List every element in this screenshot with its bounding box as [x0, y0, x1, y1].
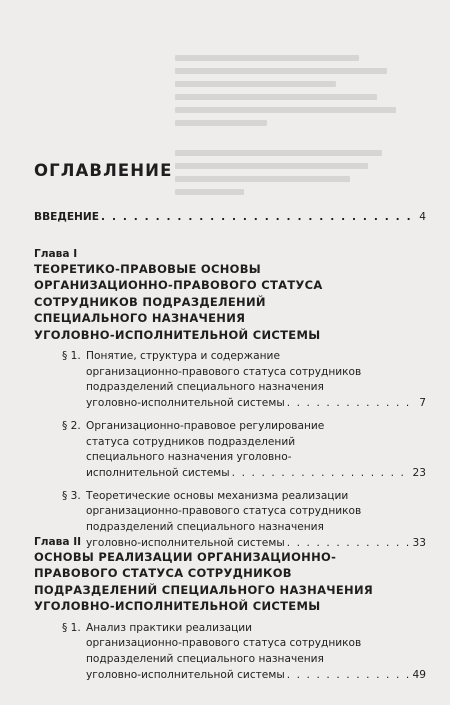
section-title-line: исполнительной системы: [86, 466, 230, 479]
section-title-line: подразделений специального назначения: [86, 521, 324, 534]
leader-dots: [287, 396, 418, 412]
section-title-line: организационно-правового статуса сотрудников: [86, 505, 362, 518]
section-title-line: статуса сотрудников подразделений: [86, 435, 296, 448]
toc-section-1-2[interactable]: [34, 419, 426, 482]
chapter-title-line: ТЕОРЕТИКО-ПРАВОВЫЕ ОСНОВЫ: [34, 262, 262, 276]
leader-dots: [101, 210, 417, 226]
chapter-title-line: УГОЛОВНО-ИСПОЛНИТЕЛЬНОЙ СИСТЕМЫ: [34, 599, 321, 614]
section-title-line: Теоретические основы механизма реализации: [86, 489, 349, 502]
toc-entry-introduction[interactable]: [34, 210, 426, 226]
toc-chapter-2: [34, 535, 426, 683]
leader-dots: [232, 466, 411, 482]
section-number: § 2.: [62, 419, 81, 432]
section-number: § 1.: [62, 350, 81, 363]
toc-section-2-1[interactable]: [34, 621, 426, 684]
page-number: 23: [412, 466, 426, 479]
entry-label: ВВЕДЕНИЕ: [34, 211, 100, 223]
section-number: § 3.: [62, 489, 81, 502]
section-title-line: подразделений специального назначения: [86, 381, 324, 394]
chapter-label: Глава I: [34, 248, 78, 260]
leader-dots: [287, 668, 411, 684]
page-number: 4: [419, 211, 426, 223]
page-number: 7: [419, 397, 426, 410]
chapter-title-line: ОРГАНИЗАЦИОННО-ПРАВОВОГО СТАТУСА: [34, 278, 323, 293]
chapter-title-line: СПЕЦИАЛЬНОГО НАЗНАЧЕНИЯ: [34, 311, 246, 326]
section-title-line: Понятие, структура и содержание: [86, 350, 280, 363]
toc-chapter-1: [34, 247, 426, 551]
bleed-through-text: [175, 55, 405, 202]
section-title-line: организационно-правового статуса сотрудников: [86, 365, 362, 378]
chapter-title-line: УГОЛОВНО-ИСПОЛНИТЕЛЬНОЙ СИСТЕМЫ: [34, 327, 321, 342]
section-title-line: уголовно-исполнительной системы: [86, 397, 285, 410]
section-title-line: организационно-правового статуса сотрудников: [86, 637, 362, 650]
section-title-line: Анализ практики реализации: [86, 621, 253, 634]
section-title-line: Организационно-правовое регулирование: [86, 419, 325, 432]
section-title-line: специального назначения уголовно-: [86, 451, 292, 464]
toc-section-1-1[interactable]: [34, 349, 426, 412]
chapter-title-line: ПРАВОВОГО СТАТУСА СОТРУДНИКОВ: [34, 566, 292, 581]
section-title-line: уголовно-исполнительной системы: [86, 536, 285, 549]
chapter-label: Глава II: [34, 536, 82, 548]
section-title-line: уголовно-исполнительной системы: [86, 668, 285, 681]
chapter-title-line: ПОДРАЗДЕЛЕНИЙ СПЕЦИАЛЬНОГО НАЗНАЧЕНИЯ: [34, 582, 374, 597]
chapter-title-line: ОСНОВЫ РЕАЛИЗАЦИИ ОРГАНИЗАЦИОННО-: [34, 550, 337, 564]
page-number: 33: [412, 536, 426, 549]
page-number: 49: [412, 668, 426, 681]
section-number: § 1.: [62, 621, 81, 634]
toc-title: ОГЛАВЛЕНИЕ: [34, 161, 173, 180]
chapter-title-line: СОТРУДНИКОВ ПОДРАЗДЕЛЕНИЙ: [34, 294, 266, 309]
section-title-line: подразделений специального назначения: [86, 653, 324, 666]
